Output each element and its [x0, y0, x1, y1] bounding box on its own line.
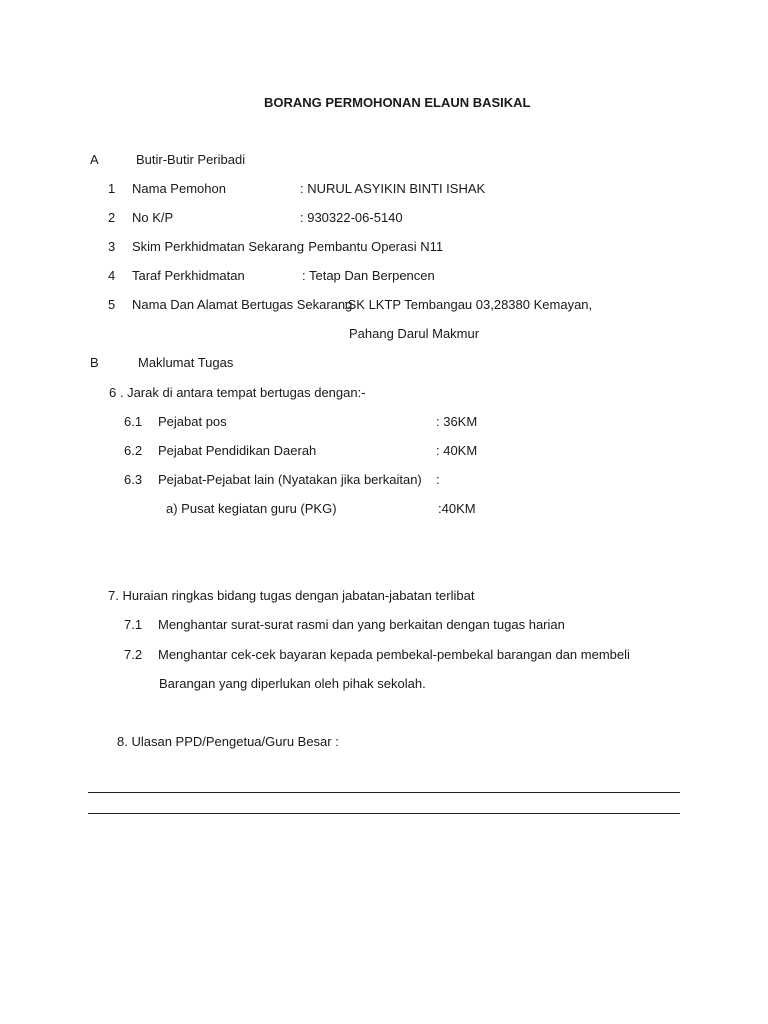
sub-distance-label: a) Pusat kegiatan guru (PKG): [166, 501, 337, 516]
item-number: 4: [108, 268, 116, 283]
section-a-letter: A: [90, 152, 99, 167]
distance-label: Pejabat pos: [158, 414, 227, 429]
work-address-line2: Pahang Darul Makmur: [349, 326, 480, 341]
duty-text-line2: Barangan yang diperlukan oleh pihak sekolah.: [159, 676, 426, 691]
question-6: 6 . Jarak di antara tempat bertugas dengan:-: [109, 385, 366, 400]
service-status-value: : Tetap Dan Berpencen: [302, 268, 435, 283]
item-number: 5: [108, 297, 116, 312]
sub-distance-value: :40KM: [438, 501, 476, 516]
service-scheme-value: : Pembantu Operasi N11: [301, 239, 444, 254]
item-number: 6.3: [124, 472, 143, 487]
item-number: 7.2: [124, 647, 143, 662]
item-number: 3: [108, 239, 116, 254]
item-number: 7.1: [124, 617, 143, 632]
item-number: 2: [108, 210, 116, 225]
distance-label: Pejabat-Pejabat lain (Nyatakan jika berkaitan): [158, 472, 422, 487]
question-7: 7. Huraian ringkas bidang tugas dengan jabatan-jabatan terlibat: [108, 588, 475, 603]
field-label: No K/P: [132, 210, 174, 225]
ic-number-value: : 930322-06-5140: [300, 210, 403, 225]
section-b-heading: Maklumat Tugas: [138, 355, 234, 370]
field-label: Skim Perkhidmatan Sekarang: [132, 239, 304, 254]
item-number: 1: [108, 181, 116, 196]
section-b-letter: B: [90, 355, 99, 370]
section-a-heading: Butir-Butir Peribadi: [136, 152, 246, 167]
field-label: Taraf Perkhidmatan: [132, 268, 245, 283]
distance-value: : 36KM: [436, 414, 478, 429]
question-8: 8. Ulasan PPD/Pengetua/Guru Besar :: [117, 734, 339, 749]
distance-value: : 40KM: [436, 443, 478, 458]
duty-text: Menghantar surat-surat rasmi dan yang berkaitan dengan tugas harian: [158, 617, 565, 632]
item-number: 6.1: [124, 414, 143, 429]
item-number: 6.2: [124, 443, 143, 458]
form-title: BORANG PERMOHONAN ELAUN BASIKAL: [264, 95, 531, 110]
applicant-name-value: : NURUL ASYIKIN BINTI ISHAK: [300, 181, 486, 196]
field-label: Nama Pemohon: [132, 181, 226, 196]
distance-label: Pejabat Pendidikan Daerah: [158, 443, 317, 458]
distance-value: :: [436, 472, 440, 487]
duty-text: Menghantar cek-cek bayaran kepada pembekal-pembekal barangan dan membeli: [158, 647, 630, 662]
comment-line: [88, 813, 680, 814]
field-label: Nama Dan Alamat Bertugas Sekarang: [132, 297, 353, 312]
comment-line: [88, 792, 680, 793]
work-address-value: :SK LKTP Tembangau 03,28380 Kemayan,: [344, 297, 593, 312]
